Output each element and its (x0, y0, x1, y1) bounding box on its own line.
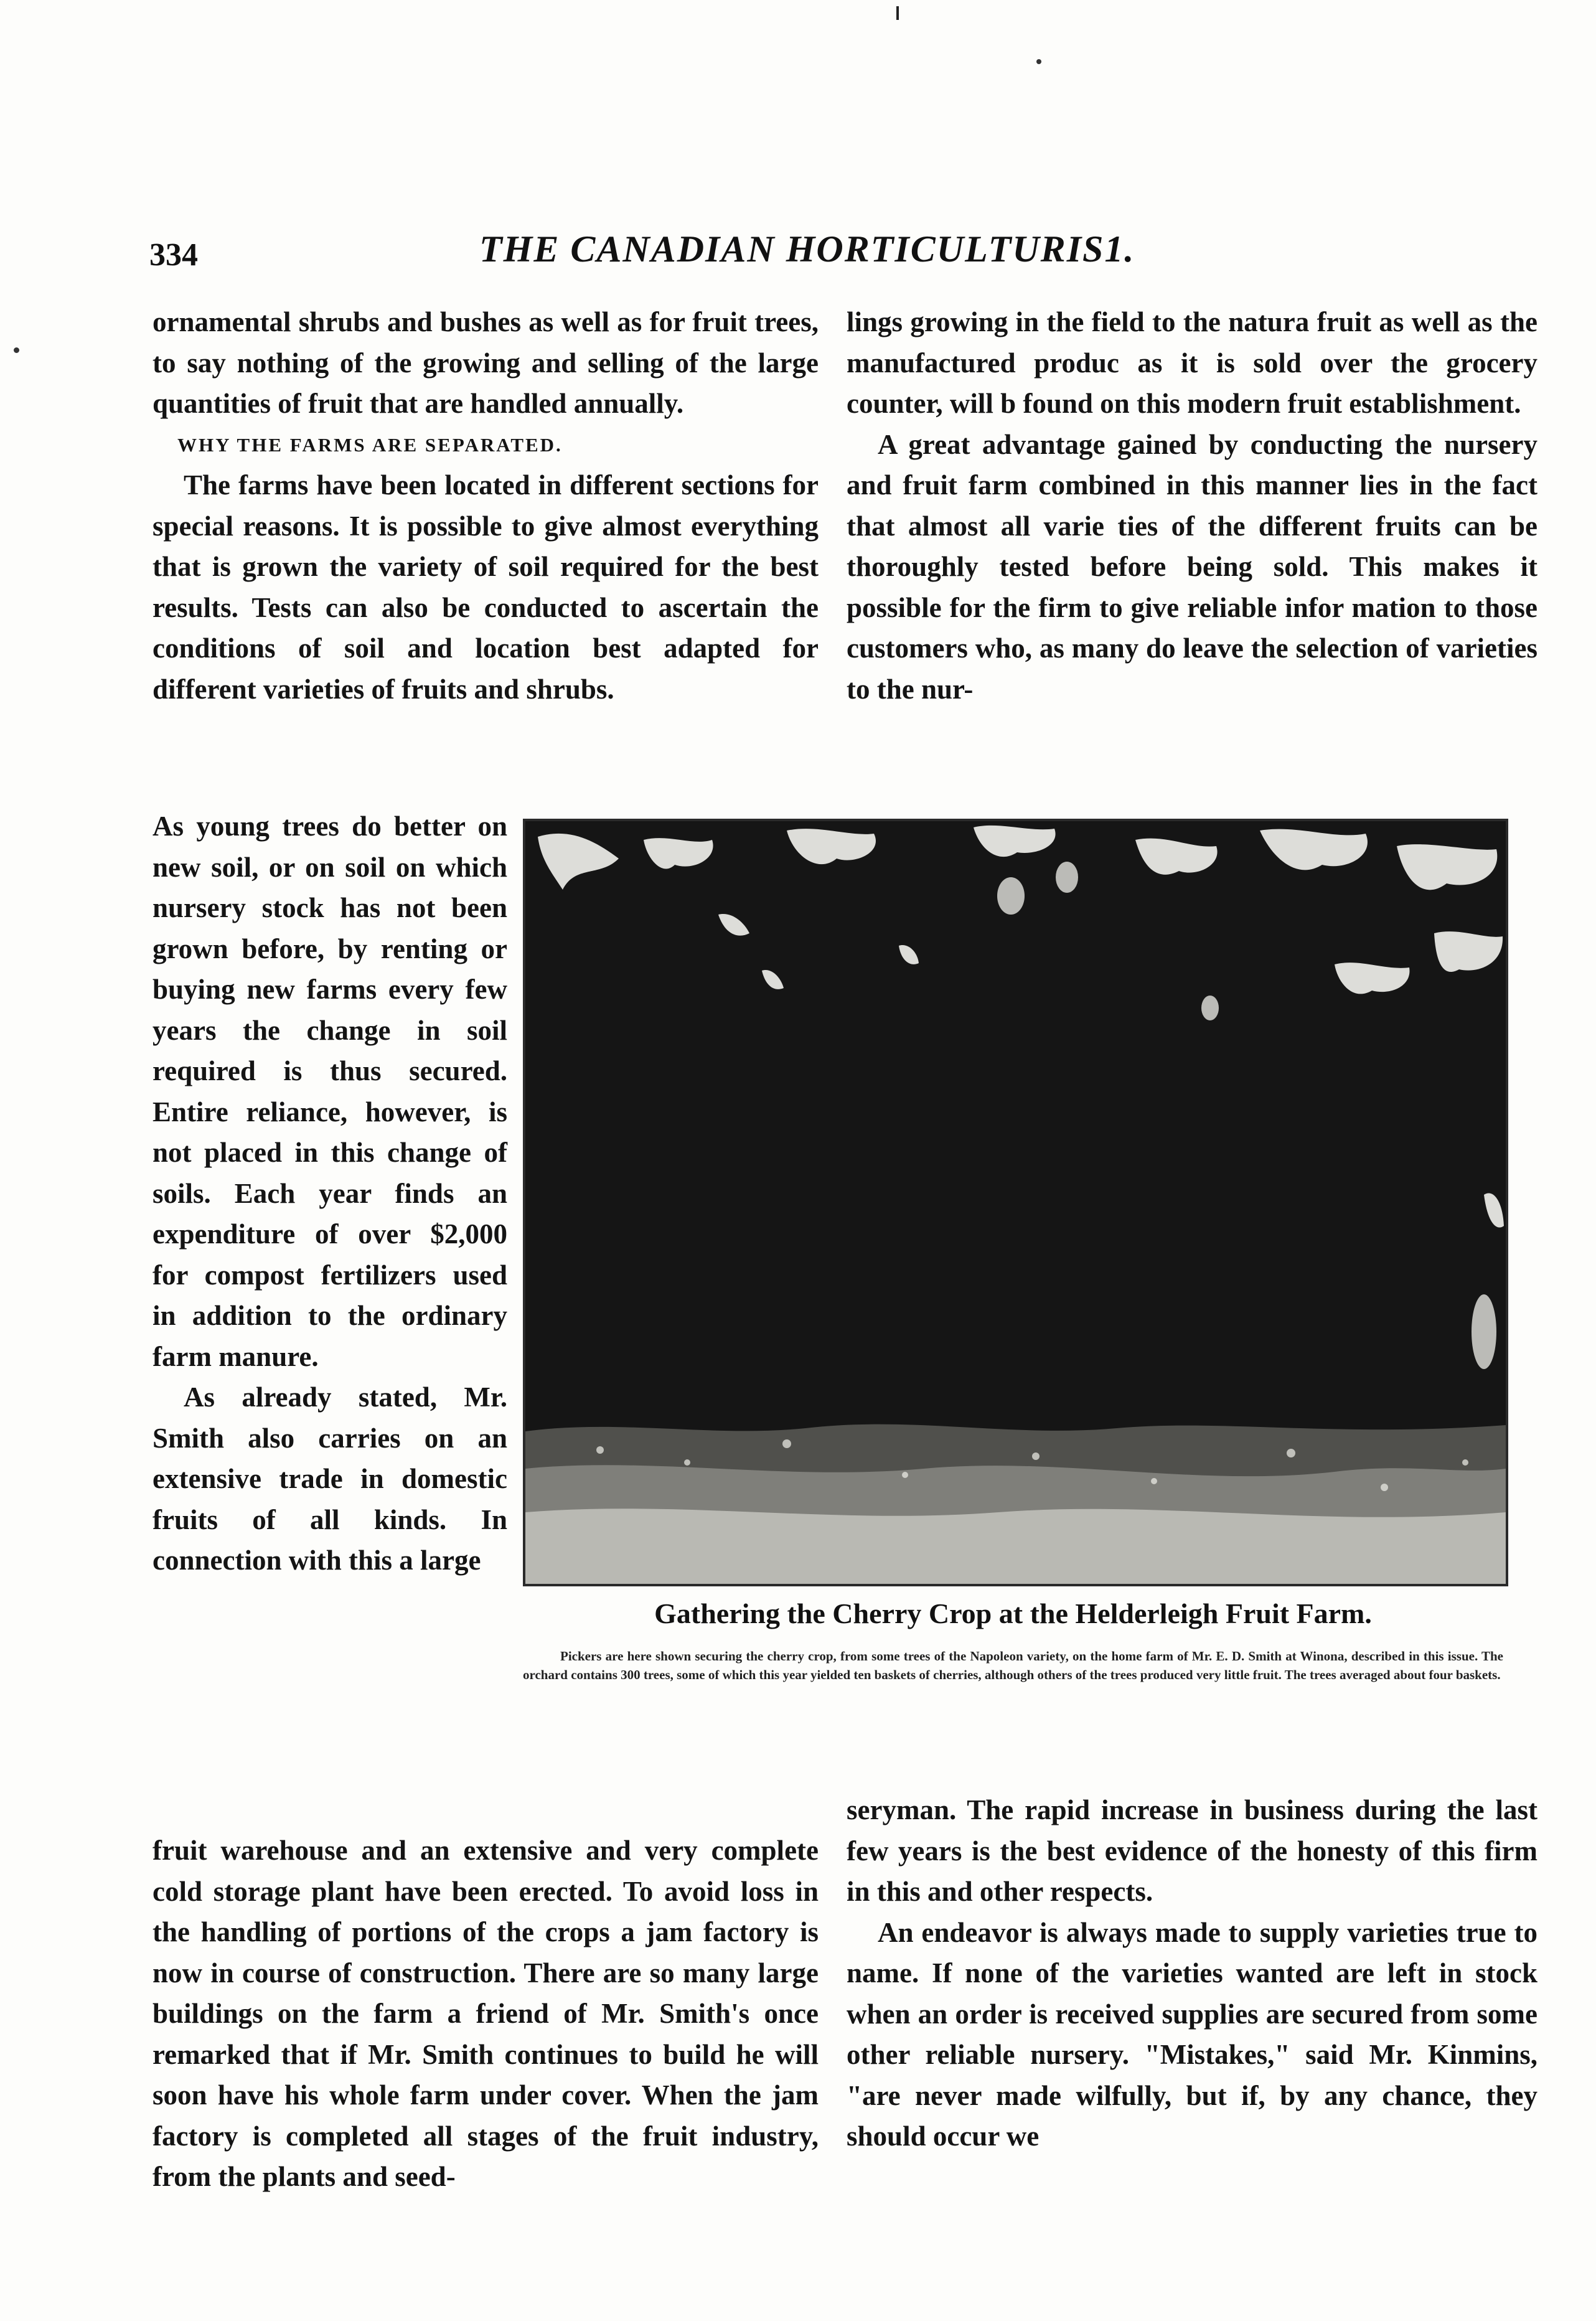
paragraph: ornamental shrubs and bushes as well as for fruit trees, to say nothing of the growing and selling of the large quantities of fruit that are handled annually. (153, 306, 819, 419)
paragraph: A great advantage gained by conducting the nursery and fruit farm combined in this manner lies in the fact that almost all varie ties of the different fruits can be thoroughly tested before being sold. This makes it possible for the firm to give reliable infor mation to those customers who, as many do leave the selection of varieties to the nur- (847, 428, 1537, 705)
figure-caption-text: Pickers are here shown securing the cherry crop, from some trees of the Napoleon variety, on the home farm of Mr. E. D. Smith at Winona, described in this issue. The orchard contains 300 trees, some of which this year yielded ten baskets of cherries, although others of the trees produced very little fruit. The trees averaged about four baskets. (523, 1649, 1503, 1682)
scan-speck (14, 347, 19, 353)
page-number: 334 (149, 237, 198, 273)
orchard-photograph (523, 819, 1508, 1586)
figure-caption-title: Gathering the Cherry Crop at the Helderleigh Fruit Farm. (654, 1598, 1372, 1629)
paragraph: seryman. The rapid increase in business during the last few years is the best evidence of the honesty of this firm in this and other respects. (847, 1794, 1537, 1907)
scan-speck (896, 6, 899, 20)
paragraph: As young trees do better on new soil, or on soil on which nursery stock has not been grown before, by renting or buying new farms every few years the change in soil required is thus secured. Entire reliance, however, is not placed in this change of soils. Each year finds an expenditure of over $2,000 for compost fertilizers used in addition to the ordinary farm manure. (153, 811, 507, 1372)
paragraph: lings growing in the field to the natura fruit as well as the manufactured produc as it is sold over the grocery counter, will b found on this modern fruit establishment. (847, 306, 1537, 419)
paragraph: An endeavor is always made to supply varieties true to name. If none of the varieties wanted are left in stock when an order is received supplies are secured from some other reliable nursery. "Mistakes," said Mr. Kinmins, "are never made wilfully, but if, by any chance, they should occur we (847, 1916, 1537, 2152)
paragraph: The farms have been located in different sections for special reasons. It is possible to give almost everything that is grown the variety of soil required for the best results. Tests can also be conducted to ascertain the conditions of soil and location best adapted for different varieties of fruits and shrubs. (153, 469, 819, 705)
left-column-top (153, 302, 819, 710)
paragraph: As already stated, Mr. Smith also carries on an extensive trade in domestic fruits of all kinds. In connection with this a large (153, 1382, 507, 1576)
narrow-column (153, 806, 507, 1581)
scan-speck (1036, 59, 1041, 64)
photo-illustration (525, 821, 1506, 1584)
right-column-bottom (847, 1790, 1537, 2157)
section-subheading: WHY THE FARMS ARE SEPARATED. (177, 433, 563, 456)
left-column-bottom (153, 1830, 819, 2198)
paragraph: fruit warehouse and an extensive and very complete cold storage plant have been erected. To avoid loss in the handling of portions of the crops a jam factory is now in course of construction. There are so many large buildings on the farm a friend of Mr. Smith's once remarked that if Mr. Smith continues to build he will soon have his whole farm under cover. When the jam factory is completed all stages of the fruit industry, from the plants and seed- (153, 1835, 819, 2192)
right-column-top (847, 302, 1537, 710)
running-title: THE CANADIAN HORTICULTURIS1. (479, 228, 1135, 270)
